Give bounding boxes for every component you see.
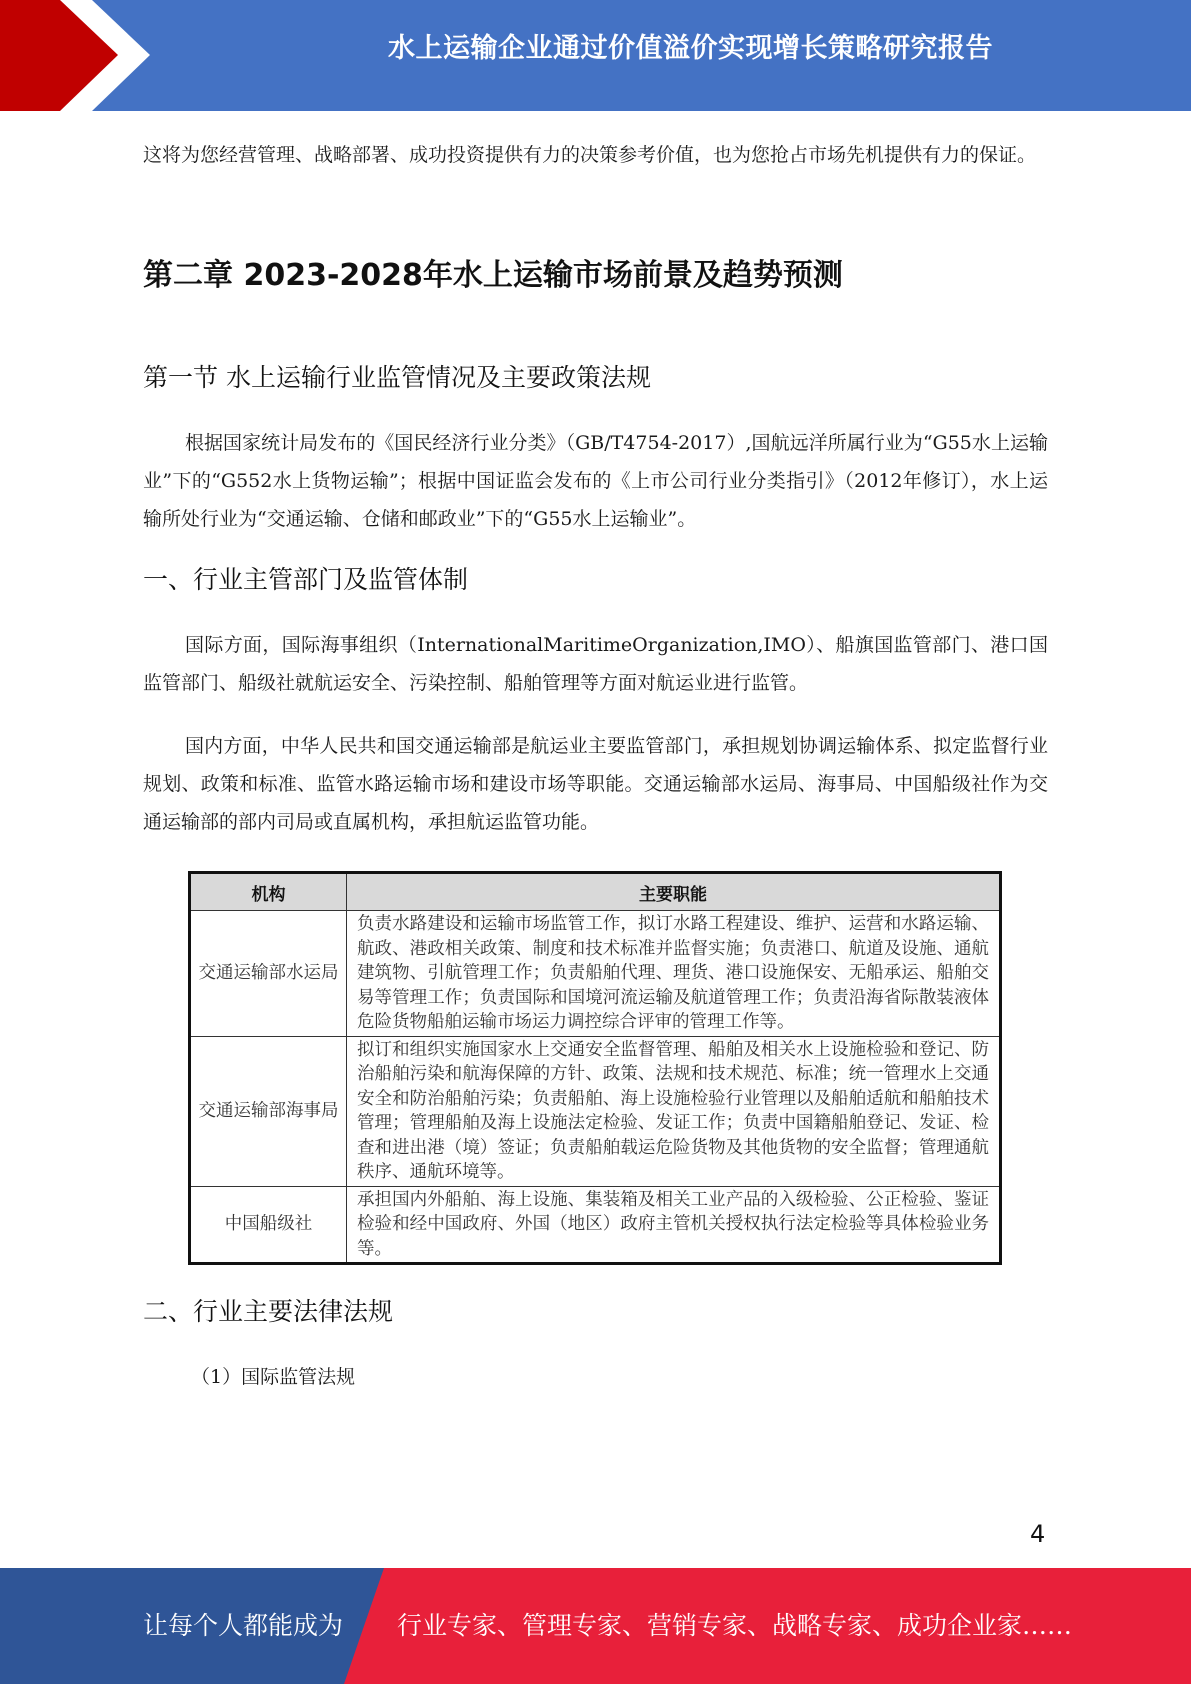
table-cell-duty: 承担国内外船舶、海上设施、集装箱及相关工业产品的入级检验、公正检验、鉴证检验和经中国政府、外国（地区）政府主管机关授权执行法定检验等具体检验业务等。 — [347, 1186, 1001, 1264]
section-title: 第一节 水上运输行业监管情况及主要政策法规 — [143, 363, 651, 392]
paragraph-domestic: 国内方面，中华人民共和国交通运输部是航运业主要监管部门，承担规划协调运输体系、拟定监督行业规划、政策和标准、监管水路运输市场和建设市场等职能。交通运输部水运局、海事局、中国船级社作为交通运输部的部内司局或直属机构，承担航运监管功能。 — [143, 735, 1048, 833]
table-cell-org: 中国船级社 — [190, 1186, 347, 1264]
table-header-row — [190, 873, 1001, 911]
table-row — [190, 1036, 1001, 1186]
column-header-duty: 主要职能 — [347, 873, 1001, 911]
header-chevron-decoration — [0, 0, 150, 111]
regulator-table — [188, 871, 1002, 1265]
paragraph-international: 国际方面，国际海事组织（InternationalMaritimeOrganization,IMO）、船旗国监管部门、港口国监管部门、船级社就航运安全、污染控制、船舶管理等方面对航运业进行监管。 — [143, 634, 1048, 694]
footer-banner — [0, 1568, 1191, 1684]
table-row — [190, 1186, 1001, 1264]
header-banner — [0, 0, 1191, 111]
table-row — [190, 911, 1001, 1037]
footer-slogan-right: 行业专家、管理专家、营销专家、战略专家、成功企业家…… — [397, 1611, 1073, 1640]
table-cell-duty: 负责水路建设和运输市场监管工作，拟订水路工程建设、维护、运营和水路运输、航政、港政相关政策、制度和技术标准并监督实施；负责港口、航道及设施、通航建筑物、引航管理工作；负责船舶代理、理货、港口设施保安、无船承运、船舶交易等管理工作；负责国际和国境河流运输及航道管理工作；负责沿海省际散装液体危险货物船舶运输市场运力调控综合评审的管理工作等。 — [347, 911, 1001, 1037]
footer-slogan-left: 让每个人都能成为 — [143, 1611, 344, 1640]
page-number: 4 — [1030, 1520, 1046, 1548]
chapter-title: 第二章 2023-2028年水上运输市场前景及趋势预测 — [143, 258, 843, 293]
paragraph-classification: 根据国家统计局发布的《国民经济行业分类》（GB/T4754-2017）,国航远洋所属行业为“G55水上运输业”下的“G552水上货物运输”；根据中国证监会发布的《上市公司行业分类指引》（2012年修订），水上运输所处行业为“交通运输、仓储和邮政业”下的“G55水上运输业”。 — [143, 432, 1048, 530]
column-header-org: 机构 — [190, 873, 347, 911]
heading-laws: 二、行业主要法律法规 — [143, 1297, 394, 1326]
table-cell-duty: 拟订和组织实施国家水上交通安全监督管理、船舶及相关水上设施检验和登记、防治船舶污染和航海保障的方针、政策、法规和技术规范、标准；统一管理水上交通安全和防治船舶污染；负责船舶、海上设施检验行业管理以及船舶适航和船舶技术管理；管理船舶及海上设施法定检验、发证工作；负责中国籍船舶登记、发证、检查和进出港（境）签证；负责船舶载运危险货物及其他货物的安全监督；管理通航秩序、通航环境等。 — [347, 1036, 1001, 1186]
intro-paragraph: 这将为您经营管理、战略部署、成功投资提供有力的决策参考价值，也为您抢占市场先机提供有力的保证。 — [143, 144, 1037, 166]
table-cell-org: 交通运输部海事局 — [190, 1036, 347, 1186]
table-cell-org: 交通运输部水运局 — [190, 911, 347, 1037]
report-title: 水上运输企业通过价值溢价实现增长策略研究报告 — [388, 33, 993, 64]
sub-item-international-laws: （1）国际监管法规 — [191, 1366, 356, 1388]
heading-regulators: 一、行业主管部门及监管体制 — [143, 565, 469, 594]
